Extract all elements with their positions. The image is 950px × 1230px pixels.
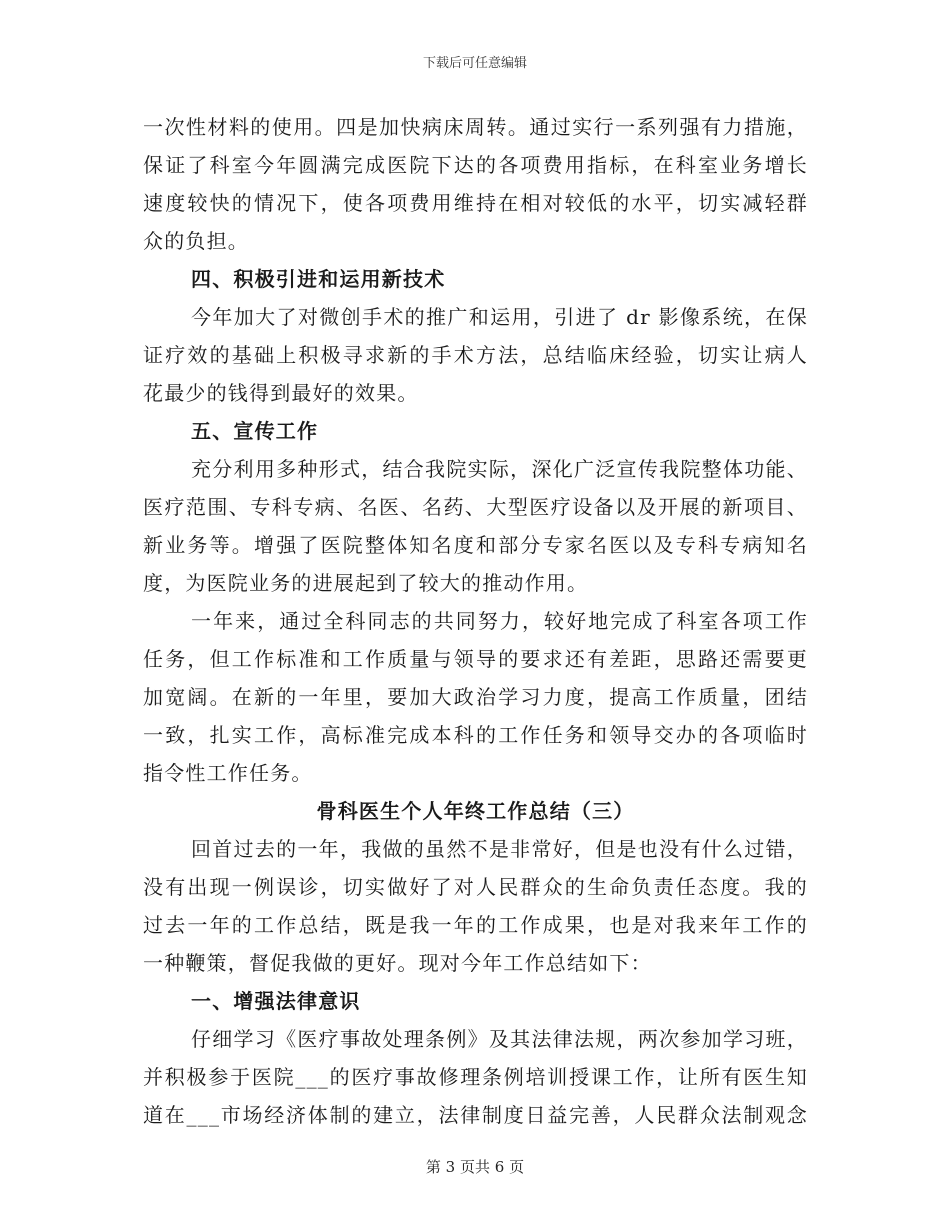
text-line: 新业务等。增强了医院整体知名度和部分专家名医以及专科专病知名 [143, 533, 808, 557]
section-heading: 五、宣传工作 [191, 419, 319, 443]
text-line: 保证了科室今年圆满完成医院下达的各项费用指标，在科室业务增长 [143, 153, 808, 177]
text-line: 过去一年的工作总结，既是我一年的工作成果，也是对我来年工作的 [143, 913, 808, 937]
text-line: 度，为医院业务的进展起到了较大的推动作用。 [143, 571, 589, 595]
text-line: 今年加大了对微创手术的推广和运用，引进了 dr 影像系统，在保 [191, 305, 808, 329]
text-line: 一致，扎实工作，高标准完成本科的工作任务和领导交办的各项临时 [143, 723, 808, 747]
section-heading: 四、积极引进和运用新技术 [191, 267, 446, 291]
section-heading: 一、增强法律意识 [191, 989, 361, 1013]
text-line: 并积极参于医院___的医疗事故修理条例培训授课工作，让所有医生知 [143, 1065, 808, 1089]
text-line: 回首过去的一年，我做的虽然不是非常好，但是也没有什么过错， [191, 837, 808, 861]
text-line: 仔细学习《医疗事故处理条例》及其法律法规，两次参加学习班， [191, 1027, 808, 1051]
text-line: 加宽阔。在新的一年里，要加大政治学习力度，提高工作质量，团结 [143, 685, 808, 709]
text-line: 没有出现一例误诊，切实做好了对人民群众的生命负责任态度。我的 [143, 875, 808, 899]
text-line: 指令性工作任务。 [143, 761, 313, 785]
text-line: 一种鞭策，督促我做的更好。现对今年工作总结如下： [143, 951, 652, 975]
text-line: 花最少的钱得到最好的效果。 [143, 381, 419, 405]
text-line: 充分利用多种形式，结合我院实际，深化广泛宣传我院整体功能、 [191, 457, 808, 481]
page-footer: 第 3 页共 6 页 [425, 1158, 525, 1176]
text-line: 一次性材料的使用。四是加快病床周转。通过实行一系列强有力措施， [143, 115, 808, 139]
document-body [143, 108, 808, 1134]
text-line: 道在___市场经济体制的建立，法律制度日益完善，人民群众法制观念 [143, 1103, 808, 1127]
text-line: 速度较快的情况下，使各项费用维持在相对较低的水平，切实减轻群 [143, 191, 808, 215]
page-header: 下载后可任意编辑 [422, 56, 527, 71]
text-line: 任务，但工作标准和工作质量与领导的要求还有差距，思路还需要更 [143, 647, 808, 671]
text-line: 证疗效的基础上积极寻求新的手术方法，总结临床经验，切实让病人 [143, 343, 808, 367]
text-line: 众的负担。 [143, 229, 249, 253]
section-title: 骨科医生个人年终工作总结（三） [316, 799, 635, 823]
text-line: 一年来，通过全科同志的共同努力，较好地完成了科室各项工作 [191, 609, 808, 633]
text-line: 医疗范围、专科专病、名医、名药、大型医疗设备以及开展的新项目、 [143, 495, 808, 519]
